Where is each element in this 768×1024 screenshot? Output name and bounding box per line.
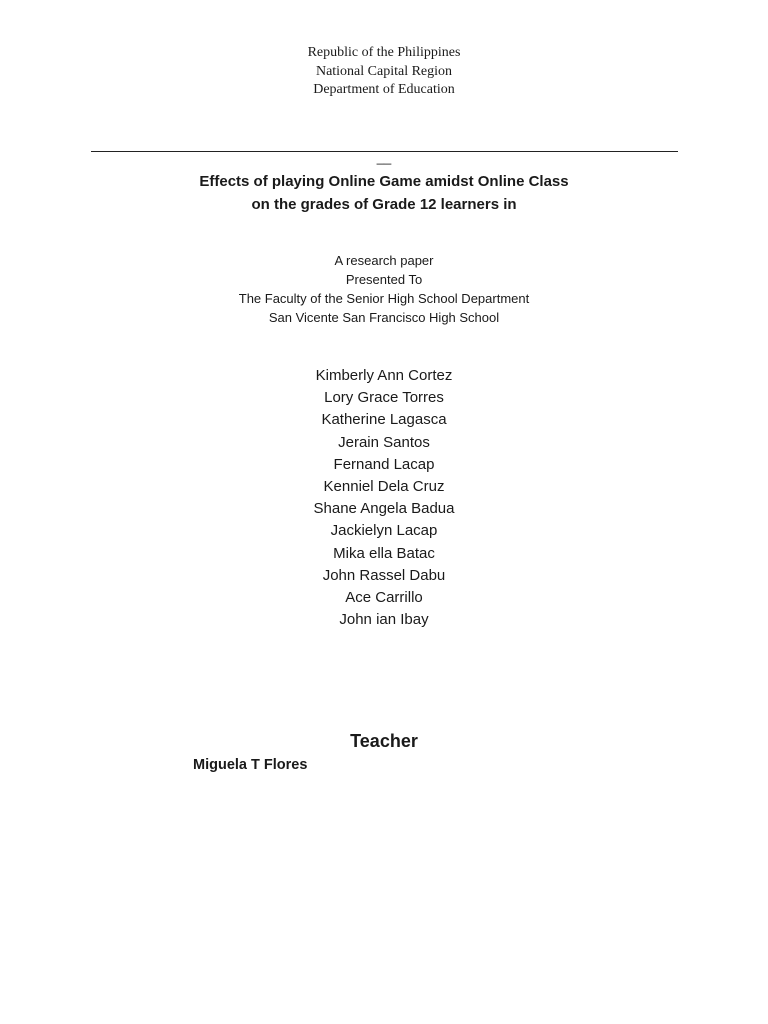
header-region: National Capital Region	[315, 63, 453, 79]
author-name: John Rassel Dabu	[322, 566, 446, 584]
presentation-line-2: Presented To	[345, 272, 423, 287]
author-list	[0, 365, 768, 631]
presentation-line-3: The Faculty of the Senior High School Department	[238, 291, 530, 306]
author-name: Ace Carrillo	[345, 589, 423, 607]
author-name: Mika ella Batac	[333, 544, 435, 562]
author-name: Katherine Lagasca	[321, 411, 447, 429]
separator-mark: __	[376, 150, 392, 165]
author-name: Jackielyn Lacap	[330, 522, 438, 540]
title-line-2: on the grades of Grade 12 learners in	[251, 196, 517, 213]
author-name: John ian Ibay	[339, 611, 429, 629]
presentation-line-4: San Vicente San Francisco High School	[268, 310, 500, 325]
paper-title	[0, 170, 768, 216]
presentation-block	[0, 251, 768, 327]
presentation-line-1: A research paper	[334, 253, 434, 268]
author-name: Jerain Santos	[338, 433, 430, 451]
teacher-name: Miguela T Flores	[193, 757, 308, 773]
header-country: Republic of the Philippines	[307, 45, 461, 60]
author-name: Kimberly Ann Cortez	[315, 367, 453, 384]
teacher-heading: Teacher	[350, 731, 418, 751]
institution-header	[0, 44, 768, 100]
header-department: Department of Education	[313, 82, 455, 97]
title-line-1: Effects of playing Online Game amidst Online Class	[199, 173, 569, 190]
author-name: Kenniel Dela Cruz	[323, 478, 445, 496]
author-name: Shane Angela Badua	[313, 500, 455, 518]
author-name: Lory Grace Torres	[324, 389, 444, 407]
author-name: Fernand Lacap	[333, 455, 435, 473]
